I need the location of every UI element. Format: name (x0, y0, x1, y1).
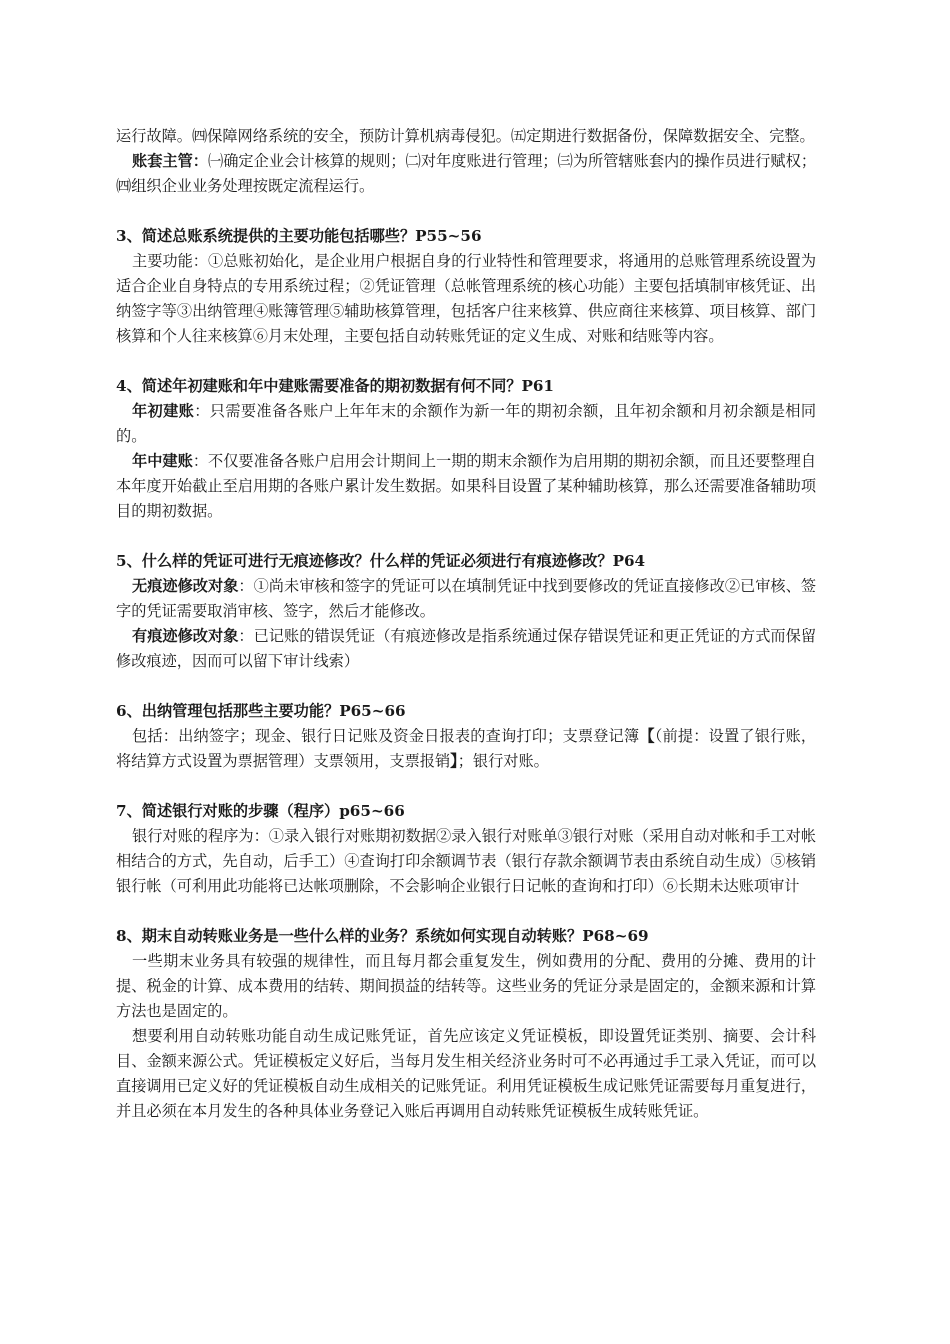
paragraph-text: ㈠确定企业会计核算的规则；㈡对年度账进行管理；㈢为所管辖账套内的操作员进行赋权；㈣组织企业业务处理按既定流程运行。 (116, 152, 817, 195)
section-3-paragraph: 主要功能：①总账初始化，是企业用户根据自身的行业特性和管理要求，将通用的总账管理系统设置为适合企业自身特点的专用系统过程；②凭证管理（总帐管理系统的核心功能）主要包括填制审核凭证、出纳签字等③出纳管理④账簿管理⑤辅助核算管理，包括客户往来核算、供应商往来核算、项目核算、部门核算和个人往来核算⑥月末处理，主要包括自动转账凭证的定义生成、对账和结账等内容。 (116, 252, 816, 345)
section-4-heading: 4、简述年初建账和年中建账需要准备的期初数据有何不同？P61 (116, 377, 554, 395)
term-label: 有痕迹修改对象 (132, 627, 239, 645)
bracket-close: 】 (450, 752, 458, 770)
section-6-paragraph (116, 724, 816, 774)
bracket-open: 【 (639, 727, 655, 745)
paragraph-text: ；银行对账。 (457, 752, 549, 770)
paragraph-text: ：不仅要准备各账户启用会计期间上一期的期末余额作为启用期的期初余额，而且还要整理自本年度开始截止至启用期的各账户累计发生数据。如果科目设置了某种辅助核算，那么还需要准备辅助项目的期初数据。 (116, 452, 817, 520)
section-3-heading: 3、简述总账系统提供的主要功能包括哪些？P55~56 (116, 227, 482, 245)
section-8-heading: 8、期末自动转账业务是一些什么样的业务？系统如何实现自动转账？P68~69 (116, 927, 649, 945)
section-5-paragraph-1 (116, 574, 816, 624)
term-label: 无痕迹修改对象 (132, 577, 239, 595)
section-5-paragraph-2 (116, 624, 816, 674)
section-7-heading: 7、简述银行对账的步骤（程序）p65~66 (116, 802, 405, 820)
term-label: 年初建账 (132, 402, 195, 420)
term-label: 年中建账 (132, 452, 193, 470)
section-8-paragraph-1: 一些期末业务具有较强的规律性，而且每月都会重复发生，例如费用的分配、费用的分摊、费用的计提、税金的计算、成本费用的结转、期间损益的结转等。这些业务的凭证分录是固定的，金额来源和计算方法也是固定的。 (116, 952, 816, 1020)
section-4-paragraph-1 (116, 399, 816, 449)
intro-paragraph-1: 运行故障。㈣保障网络系统的安全，预防计算机病毒侵犯。㈤定期进行数据备份，保障数据安全、完整。 (116, 127, 815, 145)
term-label: 账套主管： (132, 152, 209, 170)
section-8-paragraph-2: 想要利用自动转账功能自动生成记账凭证，首先应该定义凭证模板，即设置凭证类别、摘要、会计科目、金额来源公式。凭证模板定义好后，当每月发生相关经济业务时可不必再通过手工录入凭证，而可以直接调用已定义好的凭证模板自动生成相关的记账凭证。利用凭证模板生成记账凭证需要每月重复进行，并且必须在本月发生的各种具体业务登记入账后再调用自动转账凭证模板生成转账凭证。 (116, 1027, 816, 1120)
paragraph-text: （前提：设置了银行账，将结算方式设置为票据管理）支票领用，支票报销 (116, 727, 817, 770)
section-4-paragraph-2 (116, 449, 816, 524)
paragraph-text: ：①尚未审核和签字的凭证可以在填制凭证中找到要修改的凭证直接修改②已审核、签字的凭证需要取消审核、签字，然后才能修改。 (116, 577, 817, 620)
section-6-heading: 6、出纳管理包括那些主要功能？P65~66 (116, 702, 406, 720)
paragraph-text: ：已记账的错误凭证（有痕迹修改是指系统通过保存错误凭证和更正凭证的方式而保留修改痕迹，因而可以留下审计线索） (116, 627, 817, 670)
section-7-paragraph: 银行对账的程序为：①录入银行对账期初数据②录入银行对账单③银行对账（采用自动对帐和手工对帐相结合的方式，先自动，后手工）④查询打印余额调节表（银行存款余额调节表由系统自动生成）⑤核销银行帐（可利用此功能将已达帐项删除，不会影响企业银行日记帐的查询和打印）⑥长期未达账项审计 (116, 827, 816, 895)
intro-paragraph-2 (116, 149, 816, 199)
paragraph-text: 包括：出纳签字；现金、银行日记账及资金日报表的查询打印；支票登记簿 (132, 727, 640, 745)
document-page (116, 124, 816, 1124)
paragraph-text: ：只需要准备各账户上年年末的余额作为新一年的期初余额，且年初余额和月初余额是相同的。 (116, 402, 817, 445)
section-5-heading: 5、什么样的凭证可进行无痕迹修改？什么样的凭证必须进行有痕迹修改？P64 (116, 552, 646, 570)
